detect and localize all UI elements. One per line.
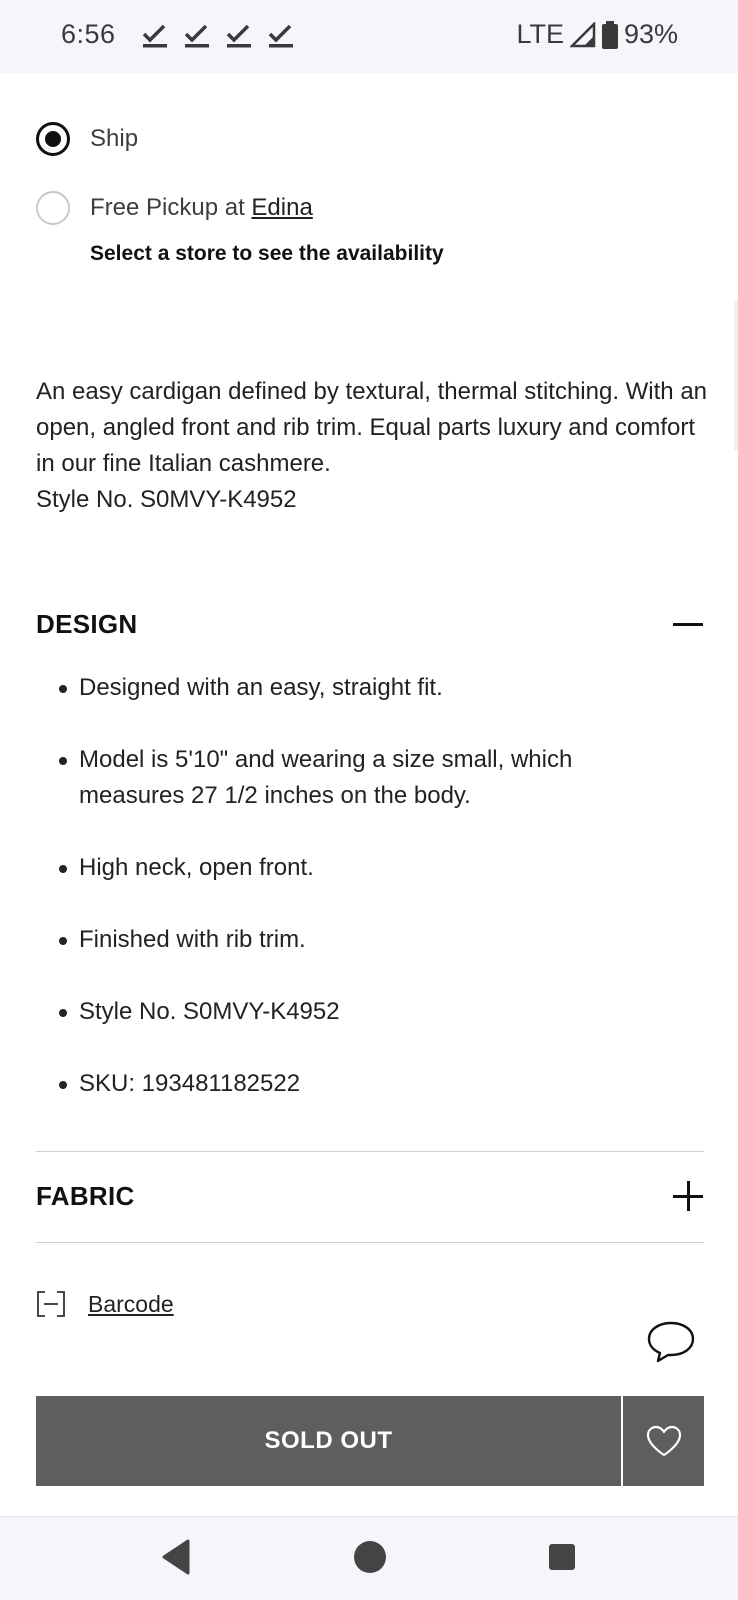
list-item: Model is 5'10" and wearing a size small, which measures 27 1/2 inches on the body. <box>56 742 676 814</box>
status-bar <box>0 0 738 73</box>
back-icon[interactable] <box>160 1537 192 1577</box>
design-section-title[interactable]: DESIGN <box>36 609 138 639</box>
network-type: LTE <box>516 19 564 49</box>
ship-radio[interactable] <box>36 122 70 156</box>
check-download-icon <box>266 22 296 50</box>
expand-icon[interactable] <box>671 1179 705 1213</box>
battery-icon <box>602 21 618 49</box>
list-item: Designed with an easy, straight fit. <box>56 670 676 706</box>
pickup-radio[interactable] <box>36 191 70 225</box>
notification-icons <box>140 22 296 50</box>
battery-level: 93% <box>623 19 678 49</box>
pickup-option[interactable] <box>36 191 313 225</box>
signal-icon <box>570 22 596 48</box>
design-details-list <box>56 670 676 1102</box>
navigation-bar <box>0 1516 738 1600</box>
product-description <box>36 374 716 518</box>
barcode-link[interactable] <box>36 1290 174 1318</box>
store-availability-note: Select a store to see the availability <box>90 242 444 265</box>
check-download-icon <box>182 22 212 50</box>
list-item: High neck, open front. <box>56 850 676 886</box>
list-item: SKU: 193481182522 <box>56 1066 676 1102</box>
scrollbar[interactable] <box>734 300 738 450</box>
home-icon[interactable] <box>352 1537 388 1577</box>
sold-out-button[interactable]: SOLD OUT <box>36 1396 621 1486</box>
pickup-label-prefix: Free Pickup at <box>90 194 252 221</box>
barcode-label: Barcode <box>88 1290 174 1317</box>
pickup-label <box>90 194 313 222</box>
divider <box>36 1151 704 1152</box>
status-indicators <box>516 19 678 50</box>
description-style-no: Style No. S0MVY-K4952 <box>36 486 297 513</box>
divider <box>36 1242 704 1243</box>
barcode-icon <box>36 1290 66 1318</box>
collapse-icon[interactable] <box>671 607 705 641</box>
status-time: 6:56 <box>61 19 116 49</box>
store-link[interactable]: Edina <box>251 194 313 221</box>
heart-icon <box>645 1424 683 1458</box>
chat-icon[interactable] <box>646 1320 696 1364</box>
wishlist-button[interactable] <box>623 1396 704 1486</box>
description-text: An easy cardigan defined by textural, thermal stitching. With an open, angled front and rib trim. Equal parts luxury and comfort in our fine Italian cashmere. <box>36 378 708 477</box>
ship-option[interactable] <box>36 122 138 156</box>
ship-label: Ship <box>90 125 139 152</box>
check-download-icon <box>224 22 254 50</box>
list-item: Finished with rib trim. <box>56 922 676 958</box>
recents-icon[interactable] <box>547 1537 577 1577</box>
fabric-section-title[interactable]: FABRIC <box>36 1181 135 1211</box>
check-download-icon <box>140 22 170 50</box>
list-item: Style No. S0MVY-K4952 <box>56 994 676 1030</box>
